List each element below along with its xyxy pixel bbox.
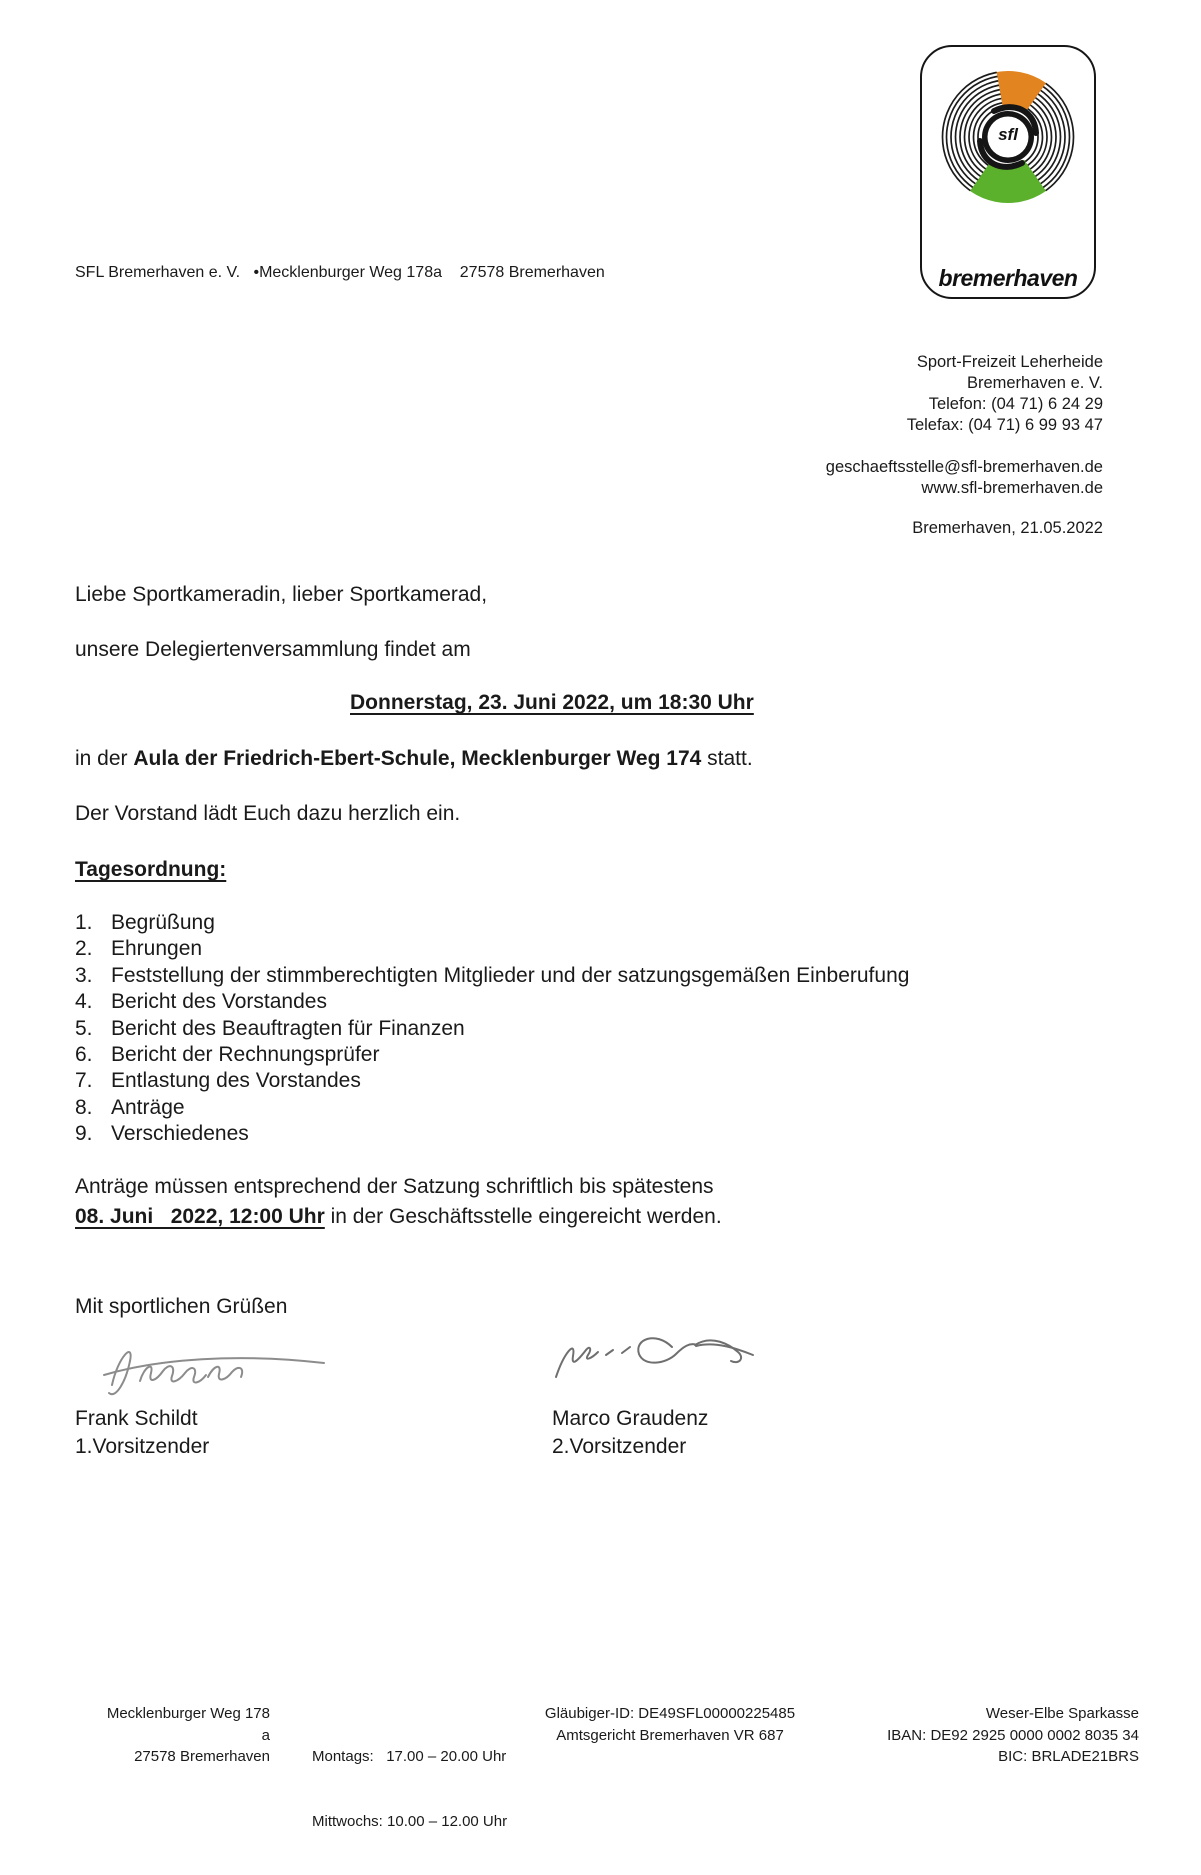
closing-line: Mit sportlichen Grüßen bbox=[75, 1295, 288, 1318]
signer-block-2 bbox=[552, 1405, 708, 1460]
footer-address-city: 27578 Bremerhaven bbox=[134, 1748, 270, 1765]
contact-website: www.sfl-bremerhaven.de bbox=[921, 479, 1103, 497]
agenda-item-text: Anträge bbox=[111, 1095, 185, 1119]
agenda-item bbox=[75, 910, 1075, 936]
agenda-item-number: 9. bbox=[75, 1122, 93, 1146]
agenda-item-text: Begrüßung bbox=[111, 911, 215, 934]
agenda-item-text: Feststellung der stimmberechtigten Mitglieder und der satzungsgemäßen Einberufung bbox=[111, 963, 910, 987]
agenda-item-text: Bericht des Beauftragten für Finanzen bbox=[111, 1016, 465, 1040]
signer-block-1 bbox=[75, 1405, 209, 1460]
agenda-item bbox=[75, 1042, 1075, 1068]
agenda-item bbox=[75, 1121, 1075, 1147]
footer-legal bbox=[535, 1703, 805, 1746]
agenda-item-number: 7. bbox=[75, 1069, 93, 1093]
location-bold: Aula der Friedrich-Ebert-Schule, Mecklenburger Weg 174 bbox=[133, 747, 702, 770]
footer-hours-wednesday: Mittwochs: 10.00 – 12.00 Uhr bbox=[312, 1812, 508, 1830]
handwritten-signature-1 bbox=[88, 1335, 338, 1405]
agenda-item-number: 2. bbox=[75, 937, 93, 961]
footer-hours bbox=[312, 1703, 507, 1875]
footer-bank bbox=[839, 1703, 1139, 1768]
deadline-paragraph bbox=[75, 1172, 1075, 1232]
deadline-line2 bbox=[75, 1202, 1075, 1232]
agenda-item bbox=[75, 1095, 1075, 1121]
agenda-item-text: Bericht der Rechnungsprüfer bbox=[111, 1043, 380, 1067]
agenda-list bbox=[75, 910, 1075, 1148]
location-line bbox=[75, 747, 753, 771]
signer-role: 2.Vorsitzender bbox=[552, 1434, 687, 1458]
footer-bic: BIC: BRLADE21BRS bbox=[998, 1748, 1139, 1765]
contact-fax: Telefax: (04 71) 6 99 93 47 bbox=[906, 416, 1103, 434]
intro-line: unsere Delegiertenversammlung findet am bbox=[75, 638, 471, 661]
contact-email: geschaeftsstelle@sfl-bremerhaven.de bbox=[825, 458, 1103, 476]
agenda-item bbox=[75, 936, 1075, 962]
agenda-item bbox=[75, 1016, 1075, 1042]
agenda-item-text: Entlastung des Vorstandes bbox=[111, 1069, 361, 1093]
footer-bank-name: Weser-Elbe Sparkasse bbox=[985, 1705, 1139, 1722]
greeting-line: Liebe Sportkameradin, lieber Sportkamerad, bbox=[75, 583, 488, 606]
footer-iban: IBAN: DE92 2925 0000 0002 8035 34 bbox=[887, 1726, 1139, 1744]
deadline-rest: in der Geschäftsstelle eingereicht werden. bbox=[324, 1205, 722, 1228]
contact-block bbox=[826, 352, 1103, 539]
contact-org-line2: Bremerhaven e. V. bbox=[966, 374, 1103, 392]
agenda-item-number: 5. bbox=[75, 1016, 93, 1040]
signer-name: Frank Schildt bbox=[75, 1407, 198, 1430]
invitation-line: Der Vorstand lädt Euch dazu herzlich ein. bbox=[75, 802, 461, 825]
signer-role: 1.Vorsitzender bbox=[75, 1434, 210, 1458]
agenda-item-text: Ehrungen bbox=[111, 937, 203, 961]
location-prefix: in der bbox=[75, 747, 134, 770]
location-suffix: statt. bbox=[701, 747, 753, 770]
footer-register-court: Amtsgericht Bremerhaven VR 687 bbox=[556, 1726, 784, 1744]
footer-address bbox=[95, 1703, 270, 1768]
contact-org-line1: Sport-Freizeit Leherheide bbox=[916, 353, 1103, 371]
signer-name: Marco Graudenz bbox=[552, 1407, 709, 1430]
agenda-item-number: 8. bbox=[75, 1095, 93, 1119]
logo-abbr-text: sfl bbox=[998, 125, 1018, 144]
agenda-item-text: Verschiedenes bbox=[111, 1122, 249, 1146]
sender-line: SFL Bremerhaven e. V. •Mecklenburger Weg 178a 27578 Bremerhaven bbox=[75, 264, 605, 281]
footer-address-street: Mecklenburger Weg 178 a bbox=[106, 1705, 270, 1744]
agenda-item-number: 4. bbox=[75, 990, 93, 1014]
event-datetime-line: Donnerstag, 23. Juni 2022, um 18:30 Uhr bbox=[350, 691, 754, 714]
agenda-item bbox=[75, 989, 1075, 1015]
footer-hours-monday: Montags: 17.00 – 20.00 Uhr bbox=[312, 1748, 507, 1765]
date-line: Bremerhaven, 21.05.2022 bbox=[912, 519, 1103, 537]
logo-city-text: bremerhaven bbox=[938, 265, 1078, 291]
club-logo bbox=[920, 45, 1096, 299]
agenda-item bbox=[75, 963, 1075, 989]
deadline-line1: Anträge müssen entsprechend der Satzung schriftlich bis spätestens bbox=[75, 1175, 714, 1198]
agenda-title: Tagesordnung: bbox=[75, 858, 227, 881]
agenda-item-number: 3. bbox=[75, 963, 93, 987]
handwritten-signature-2 bbox=[540, 1325, 755, 1391]
agenda-item-number: 1. bbox=[75, 911, 93, 934]
agenda-item-text: Bericht des Vorstandes bbox=[111, 990, 327, 1014]
agenda-item bbox=[75, 1068, 1075, 1094]
agenda-item-number: 6. bbox=[75, 1043, 93, 1067]
footer-creditor-id: Gläubiger-ID: DE49SFL00000225485 bbox=[544, 1705, 796, 1722]
club-logo-swirl-icon bbox=[922, 47, 1094, 297]
contact-phone: Telefon: (04 71) 6 24 29 bbox=[928, 395, 1103, 413]
deadline-date-bold: 08. Juni 2022, 12:00 Uhr bbox=[75, 1205, 325, 1228]
